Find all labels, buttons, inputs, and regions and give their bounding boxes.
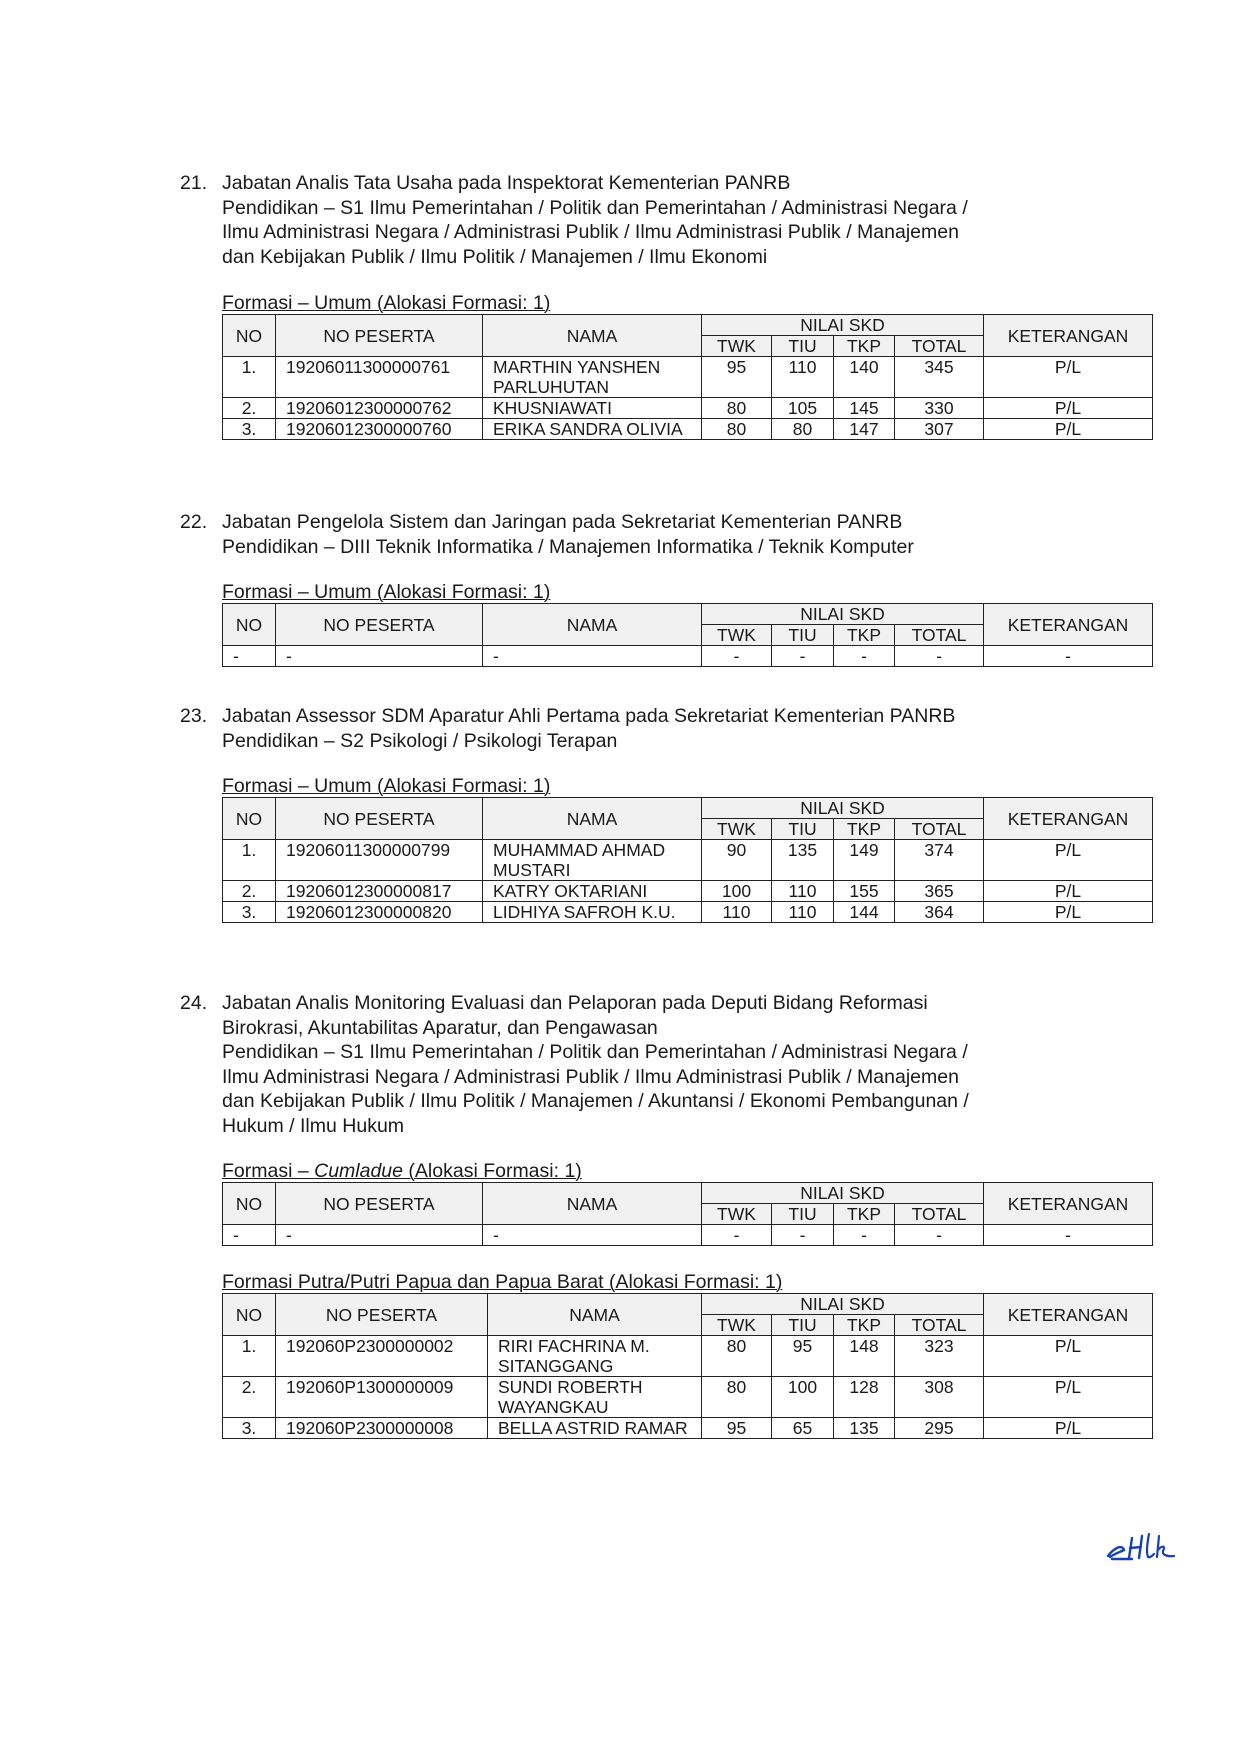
header-nama: NAMA <box>488 1294 702 1336</box>
cell-no: 2. <box>223 398 276 419</box>
formasi-title <box>222 1160 1160 1182</box>
results-table <box>222 1293 1153 1439</box>
header-twk: TWK <box>702 1315 772 1336</box>
results-table <box>222 797 1153 923</box>
section-description <box>222 171 1160 269</box>
cell-tiu: - <box>772 646 834 667</box>
position-title: Jabatan Pengelola Sistem dan Jaringan pada Sekretariat Kementerian PANRB <box>222 511 903 533</box>
cell-tiu: 65 <box>772 1418 834 1439</box>
cell-no: - <box>223 1225 276 1246</box>
cell-tiu: 95 <box>772 1336 834 1377</box>
header-no-peserta: NO PESERTA <box>276 604 483 646</box>
cell-no-peserta: 19206012300000760 <box>276 419 483 440</box>
formasi-title <box>222 581 1160 603</box>
cell-nama: ERIKA SANDRA OLIVIA <box>483 419 702 440</box>
cell-no-peserta: 19206012300000817 <box>276 881 483 902</box>
section-number: 21. <box>180 172 208 194</box>
cell-nama: KHUSNIAWATI <box>483 398 702 419</box>
education-line: dan Kebijakan Publik / Ilmu Politik / Manajemen / Akuntansi / Ekonomi Pembangunan / <box>222 1090 969 1112</box>
cell-no: 3. <box>223 1418 276 1439</box>
header-nilai-skd: NILAI SKD <box>702 604 984 625</box>
table-row <box>223 840 1153 881</box>
cell-tiu: 110 <box>772 357 834 398</box>
position-title: Jabatan Assessor SDM Aparatur Ahli Pertama pada Sekretariat Kementerian PANRB <box>222 705 956 727</box>
section-description <box>222 991 1160 1138</box>
cell-keterangan: P/L <box>984 1336 1153 1377</box>
header-no-peserta: NO PESERTA <box>276 315 483 357</box>
cell-tiu: - <box>772 1225 834 1246</box>
section-number: 22. <box>180 511 208 533</box>
section-21 <box>180 171 1160 440</box>
cell-nama: - <box>483 1225 702 1246</box>
table-row <box>223 398 1153 419</box>
cell-no-peserta: 19206012300000820 <box>276 902 483 923</box>
cell-no-peserta: - <box>276 1225 483 1246</box>
formasi-type: Umum <box>314 581 372 603</box>
cell-twk: 110 <box>702 902 772 923</box>
cell-keterangan: P/L <box>984 881 1153 902</box>
section-number: 23. <box>180 705 208 727</box>
formasi-title <box>222 1271 1160 1293</box>
cell-keterangan: P/L <box>984 902 1153 923</box>
header-no-peserta: NO PESERTA <box>276 798 483 840</box>
formasi-prefix: Formasi Putra/Putri Papua dan Papua Barat (Alokasi Formasi: 1) <box>222 1271 783 1293</box>
cell-no: 3. <box>223 902 276 923</box>
cell-nama: - <box>483 646 702 667</box>
cell-twk: 80 <box>702 1377 772 1418</box>
header-nama: NAMA <box>483 604 702 646</box>
cell-tkp: 155 <box>834 881 895 902</box>
cell-twk: 100 <box>702 881 772 902</box>
education-line: Ilmu Administrasi Negara / Administrasi Publik / Ilmu Administrasi Publik / Manajemen <box>222 221 959 243</box>
section-22 <box>180 510 1160 667</box>
header-keterangan: KETERANGAN <box>984 1183 1153 1225</box>
cell-total: 374 <box>895 840 984 881</box>
cell-total: 308 <box>895 1377 984 1418</box>
cell-no: 1. <box>223 840 276 881</box>
formasi-prefix: Formasi – <box>222 292 315 314</box>
header-tkp: TKP <box>834 1315 895 1336</box>
cell-tiu: 110 <box>772 902 834 923</box>
header-no: NO <box>223 604 276 646</box>
results-table <box>222 1182 1153 1246</box>
header-total: TOTAL <box>895 336 984 357</box>
results-table <box>222 314 1153 440</box>
formasi-prefix: Formasi – <box>222 775 315 797</box>
education-line: dan Kebijakan Publik / Ilmu Politik / Manajemen / Ilmu Ekonomi <box>222 245 768 268</box>
cell-tiu: 105 <box>772 398 834 419</box>
formasi-suffix: (Alokasi Formasi: 1) <box>371 581 551 603</box>
table-row <box>223 419 1153 440</box>
header-tiu: TIU <box>772 1315 834 1336</box>
cell-no-peserta: 19206011300000761 <box>276 357 483 398</box>
cell-total: 365 <box>895 881 984 902</box>
header-nama: NAMA <box>483 1183 702 1225</box>
header-no: NO <box>223 1294 276 1336</box>
cell-no-peserta: 19206011300000799 <box>276 840 483 881</box>
header-keterangan: KETERANGAN <box>984 1294 1153 1336</box>
formasi-title <box>222 292 1160 314</box>
cell-total: 295 <box>895 1418 984 1439</box>
education-line: Ilmu Administrasi Negara / Administrasi Publik / Ilmu Administrasi Publik / Manajemen <box>222 1065 959 1088</box>
header-twk: TWK <box>702 336 772 357</box>
position-title: Jabatan Analis Monitoring Evaluasi dan Pelaporan pada Deputi Bidang Reformasi <box>222 992 928 1014</box>
cell-keterangan: P/L <box>984 1418 1153 1439</box>
cell-twk: 80 <box>702 398 772 419</box>
cell-no: 2. <box>223 881 276 902</box>
cell-twk: 95 <box>702 1418 772 1439</box>
cell-nama: MARTHIN YANSHEN PARLUHUTAN <box>483 357 702 398</box>
header-total: TOTAL <box>895 819 984 840</box>
formasi-type: Cumladue <box>314 1160 403 1182</box>
formasi-suffix: (Alokasi Formasi: 1) <box>371 292 551 314</box>
header-tiu: TIU <box>772 1204 834 1225</box>
cell-nama: KATRY OKTARIANI <box>483 881 702 902</box>
header-nilai-skd: NILAI SKD <box>702 315 984 336</box>
header-no-peserta: NO PESERTA <box>276 1183 483 1225</box>
cell-tkp: 149 <box>834 840 895 881</box>
cell-tkp: 144 <box>834 902 895 923</box>
header-tkp: TKP <box>834 819 895 840</box>
header-total: TOTAL <box>895 625 984 646</box>
cell-nama: RIRI FACHRINA M. SITANGGANG <box>488 1336 702 1377</box>
cell-tkp: - <box>834 1225 895 1246</box>
cell-twk: 95 <box>702 357 772 398</box>
header-no: NO <box>223 798 276 840</box>
cell-tkp: 148 <box>834 1336 895 1377</box>
header-no: NO <box>223 1183 276 1225</box>
cell-total: 364 <box>895 902 984 923</box>
cell-nama: BELLA ASTRID RAMAR <box>488 1418 702 1439</box>
table-row <box>223 1225 1153 1246</box>
education-line: Pendidikan – DIII Teknik Informatika / Manajemen Informatika / Teknik Komputer <box>222 535 914 558</box>
cell-tiu: 100 <box>772 1377 834 1418</box>
cell-total: 345 <box>895 357 984 398</box>
cell-keterangan: P/L <box>984 1377 1153 1418</box>
cell-no-peserta: 192060P2300000008 <box>276 1418 488 1439</box>
header-tkp: TKP <box>834 336 895 357</box>
header-keterangan: KETERANGAN <box>984 315 1153 357</box>
cell-no-peserta: 19206012300000762 <box>276 398 483 419</box>
cell-tiu: 110 <box>772 881 834 902</box>
table-row <box>223 881 1153 902</box>
cell-twk: - <box>702 646 772 667</box>
formasi-prefix: Formasi – <box>222 1160 315 1182</box>
formasi-type: Umum <box>314 775 372 797</box>
education-line: Pendidikan – S1 Ilmu Pemerintahan / Politik dan Pemerintahan / Administrasi Negara / <box>222 196 968 219</box>
cell-keterangan: - <box>984 646 1153 667</box>
header-tiu: TIU <box>772 819 834 840</box>
cell-total: 307 <box>895 419 984 440</box>
cell-nama: LIDHIYA SAFROH K.U. <box>483 902 702 923</box>
formasi-prefix: Formasi – <box>222 581 315 603</box>
header-nilai-skd: NILAI SKD <box>702 1183 984 1204</box>
cell-twk: 90 <box>702 840 772 881</box>
header-tiu: TIU <box>772 336 834 357</box>
header-twk: TWK <box>702 819 772 840</box>
section-description <box>222 510 1160 559</box>
header-tiu: TIU <box>772 625 834 646</box>
formasi-title <box>222 775 1160 797</box>
section-24 <box>180 991 1160 1439</box>
table-row <box>223 1377 1153 1418</box>
header-no: NO <box>223 315 276 357</box>
header-nama: NAMA <box>483 798 702 840</box>
cell-keterangan: - <box>984 1225 1153 1246</box>
cell-no: 2. <box>223 1377 276 1418</box>
formasi-type: Umum <box>314 292 372 314</box>
cell-keterangan: P/L <box>984 419 1153 440</box>
table-row <box>223 1418 1153 1439</box>
cell-no: 3. <box>223 419 276 440</box>
section-description <box>222 704 1160 753</box>
header-tkp: TKP <box>834 1204 895 1225</box>
header-keterangan: KETERANGAN <box>984 604 1153 646</box>
cell-no: 1. <box>223 357 276 398</box>
formasi-suffix: (Alokasi Formasi: 1) <box>403 1160 582 1182</box>
table-row <box>223 357 1153 398</box>
cell-tiu: 80 <box>772 419 834 440</box>
cell-no-peserta: 192060P1300000009 <box>276 1377 488 1418</box>
education-line: Pendidikan – S2 Psikologi / Psikologi Terapan <box>222 729 618 752</box>
cell-tkp: - <box>834 646 895 667</box>
formasi-suffix: (Alokasi Formasi: 1) <box>371 775 551 797</box>
cell-nama: MUHAMMAD AHMAD MUSTARI <box>483 840 702 881</box>
cell-total: - <box>895 1225 984 1246</box>
cell-tkp: 135 <box>834 1418 895 1439</box>
cell-no-peserta: 192060P2300000002 <box>276 1336 488 1377</box>
cell-no: - <box>223 646 276 667</box>
header-total: TOTAL <box>895 1315 984 1336</box>
cell-keterangan: P/L <box>984 398 1153 419</box>
education-line: Hukum / Ilmu Hukum <box>222 1114 405 1137</box>
cell-tkp: 140 <box>834 357 895 398</box>
header-twk: TWK <box>702 625 772 646</box>
cell-twk: 80 <box>702 419 772 440</box>
header-total: TOTAL <box>895 1204 984 1225</box>
education-line: Pendidikan – S1 Ilmu Pemerintahan / Politik dan Pemerintahan / Administrasi Negara / <box>222 1041 968 1063</box>
header-twk: TWK <box>702 1204 772 1225</box>
header-nama: NAMA <box>483 315 702 357</box>
cell-keterangan: P/L <box>984 840 1153 881</box>
header-keterangan: KETERANGAN <box>984 798 1153 840</box>
section-23 <box>180 704 1160 923</box>
table-row <box>223 902 1153 923</box>
cell-total: 330 <box>895 398 984 419</box>
cell-tkp: 128 <box>834 1377 895 1418</box>
cell-twk: - <box>702 1225 772 1246</box>
results-table <box>222 603 1153 667</box>
header-no-peserta: NO PESERTA <box>276 1294 488 1336</box>
header-nilai-skd: NILAI SKD <box>702 798 984 819</box>
table-row <box>223 646 1153 667</box>
section-number: 24. <box>180 992 208 1014</box>
table-row <box>223 1336 1153 1377</box>
cell-total: 323 <box>895 1336 984 1377</box>
position-title: Birokrasi, Akuntabilitas Aparatur, dan Pengawasan <box>222 1016 658 1039</box>
cell-nama: SUNDI ROBERTH WAYANGKAU <box>488 1377 702 1418</box>
position-title: Jabatan Analis Tata Usaha pada Inspektorat Kementerian PANRB <box>222 172 791 194</box>
cell-tkp: 145 <box>834 398 895 419</box>
header-nilai-skd: NILAI SKD <box>702 1294 984 1315</box>
cell-twk: 80 <box>702 1336 772 1377</box>
signature-initials <box>1102 1530 1182 1564</box>
cell-no: 1. <box>223 1336 276 1377</box>
cell-total: - <box>895 646 984 667</box>
cell-tkp: 147 <box>834 419 895 440</box>
cell-no-peserta: - <box>276 646 483 667</box>
cell-keterangan: P/L <box>984 357 1153 398</box>
cell-tiu: 135 <box>772 840 834 881</box>
header-tkp: TKP <box>834 625 895 646</box>
